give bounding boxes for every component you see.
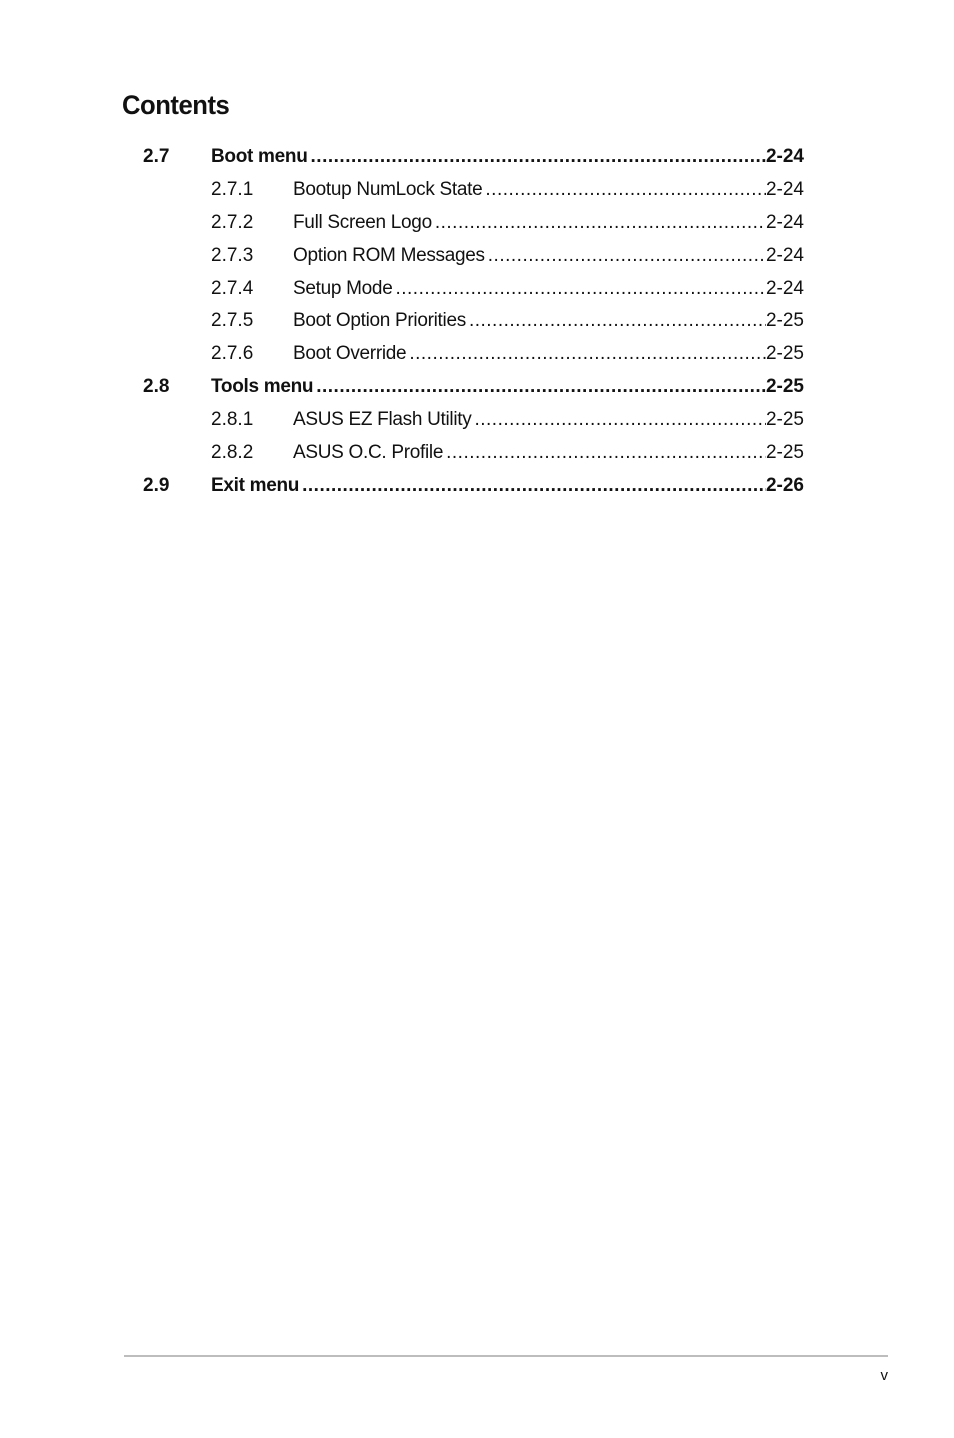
toc-entry-2-7-2[interactable] <box>143 207 804 240</box>
toc-entry-page: 2-24 <box>765 178 804 200</box>
toc-entry-number: 2.7.6 <box>211 343 254 365</box>
toc-entry-number: 2.7 <box>143 146 170 167</box>
toc-entry-page: 2-25 <box>765 442 804 464</box>
toc-entry-title: Tools menu <box>211 376 314 398</box>
dot-leader <box>392 273 766 306</box>
footer-divider <box>124 1355 888 1357</box>
toc-entry-page: 2-24 <box>765 244 804 266</box>
dot-leader <box>482 174 766 207</box>
dot-leader <box>406 338 766 371</box>
toc-entry-title: ASUS EZ Flash Utility <box>293 409 472 431</box>
toc-entry-number: 2.7.3 <box>211 244 254 266</box>
toc-entry-title: Bootup NumLock State <box>293 178 483 200</box>
toc-entry-number: 2.7.2 <box>211 211 254 233</box>
toc-entry-2-8-1[interactable] <box>143 404 804 437</box>
toc-entry-number: 2.9 <box>143 474 170 496</box>
toc-entry-number: 2.7.5 <box>211 310 254 332</box>
dot-leader <box>485 240 766 273</box>
toc-entry-title: Boot Option Priorities <box>293 310 466 332</box>
toc-entry-number: 2.8.1 <box>211 409 254 431</box>
toc-entry-number: 2.7.1 <box>211 178 254 200</box>
dot-leader <box>471 404 766 437</box>
toc-entry-2-8-2[interactable] <box>143 437 804 470</box>
toc-entry-2-7-3[interactable] <box>143 240 804 273</box>
toc-entry-title: Setup Mode <box>293 277 393 299</box>
dot-leader <box>313 371 766 404</box>
toc-entry-page: 2-24 <box>765 146 804 167</box>
table-of-contents <box>143 141 804 503</box>
page-title: Contents <box>122 90 230 120</box>
dot-leader <box>308 141 766 174</box>
toc-entry-title: ASUS O.C. Profile <box>293 442 444 464</box>
toc-entry-2-7-6[interactable] <box>143 338 804 371</box>
toc-entry-2-8[interactable] <box>143 371 804 404</box>
toc-entry-page: 2-26 <box>765 474 804 496</box>
toc-entry-page: 2-25 <box>765 310 804 332</box>
dot-leader <box>432 207 766 240</box>
toc-entry-title: Boot Override <box>293 343 407 365</box>
toc-entry-number: 2.8 <box>143 376 170 398</box>
toc-entry-page: 2-25 <box>765 376 804 398</box>
toc-entry-title: Option ROM Messages <box>293 244 485 266</box>
toc-entry-page: 2-24 <box>765 211 804 233</box>
toc-entry-number: 2.8.2 <box>211 442 254 464</box>
toc-entry-title: Exit menu <box>211 474 300 496</box>
toc-entry-2-9[interactable] <box>143 470 804 503</box>
toc-entry-title: Boot menu <box>211 146 308 167</box>
toc-entry-2-7-4[interactable] <box>143 273 804 306</box>
toc-entry-2-7[interactable] <box>143 141 804 174</box>
toc-entry-page: 2-24 <box>765 277 804 299</box>
toc-entry-number: 2.7.4 <box>211 277 254 299</box>
toc-entry-page: 2-25 <box>765 409 804 431</box>
toc-entry-2-7-5[interactable] <box>143 305 804 338</box>
dot-leader <box>299 470 766 503</box>
toc-entry-title: Full Screen Logo <box>293 211 432 233</box>
toc-entry-page: 2-25 <box>765 343 804 365</box>
page-number: v <box>880 1367 888 1384</box>
dot-leader <box>466 305 766 338</box>
dot-leader <box>443 437 766 470</box>
toc-entry-2-7-1[interactable] <box>143 174 804 207</box>
